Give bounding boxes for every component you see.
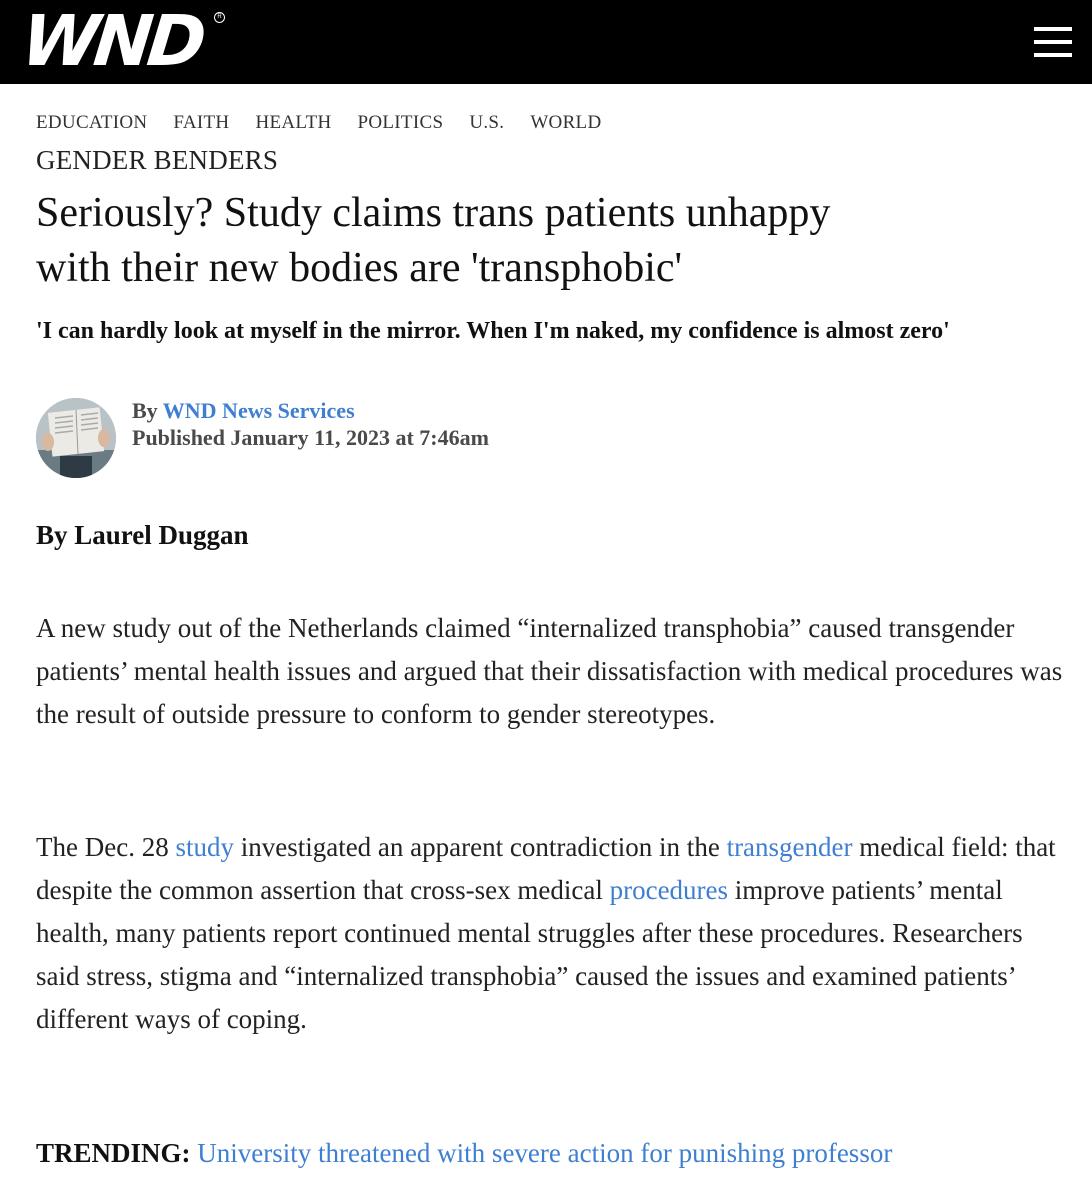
p2-text-a: The Dec. 28 xyxy=(36,832,176,862)
study-link[interactable]: study xyxy=(175,832,234,862)
category-nav xyxy=(36,110,601,136)
p2-text-d: improve patients’ mental health, many patients report continued mental struggles after these procedures. Researchers said stress, stigma and “internalized transphobia” caused the issues and examined patients’ different ways of coping. xyxy=(36,875,1023,1034)
paragraph-1: A new study out of the Netherlands claimed “internalized transphobia” caused transgender patients’ mental health issues and argued that their dissatisfaction with medical procedures was the result of outside pressure to conform to gender stereotypes. xyxy=(36,613,1063,729)
author-avatar xyxy=(36,398,116,478)
byline-author-link[interactable]: WND News Services xyxy=(162,398,355,423)
p2-text-c: medical field: that despite the common assertion that cross-sex medical xyxy=(36,832,1056,905)
nav-education[interactable]: EDUCATION xyxy=(36,112,148,133)
top-header-bar xyxy=(0,0,1092,84)
newspaper-reader-image xyxy=(36,398,116,478)
nav-faith[interactable]: FAITH xyxy=(173,112,230,133)
published-date: Published January 11, 2023 at 7:46am xyxy=(132,425,489,450)
wnd-logo[interactable]: WND xyxy=(17,0,206,82)
hamburger-menu-icon[interactable] xyxy=(1034,27,1072,57)
headline-line-2: with their new bodies are 'transphobic' xyxy=(36,245,683,291)
trending-link[interactable]: University threatened with severe action for punishing professor xyxy=(197,1138,893,1168)
nav-us[interactable]: U.S. xyxy=(469,112,505,133)
p2-text-b: investigated an apparent contradiction in the xyxy=(233,832,727,862)
procedures-link[interactable]: procedures xyxy=(609,875,729,905)
section-label[interactable]: GENDER BENDERS xyxy=(36,145,279,175)
paragraph-2 xyxy=(36,826,1066,1041)
registered-trademark-icon: R xyxy=(214,12,225,23)
byline xyxy=(132,397,489,451)
nav-world[interactable]: WORLD xyxy=(530,112,602,133)
trending-label: TRENDING: xyxy=(36,1138,191,1168)
article-headline xyxy=(36,186,1056,296)
byline-author-row xyxy=(132,397,489,424)
byline-prefix: By xyxy=(132,398,163,423)
transgender-link[interactable]: transgender xyxy=(726,832,853,862)
article-author: By Laurel Duggan xyxy=(36,520,249,550)
headline-line-1: Seriously? Study claims trans patients unhappy xyxy=(36,190,831,236)
article-subheadline: 'I can hardly look at myself in the mirror. When I'm naked, my confidence is almost zero' xyxy=(36,318,950,344)
trending-row xyxy=(36,1132,892,1175)
nav-politics[interactable]: POLITICS xyxy=(357,112,444,133)
nav-health[interactable]: HEALTH xyxy=(255,112,332,133)
